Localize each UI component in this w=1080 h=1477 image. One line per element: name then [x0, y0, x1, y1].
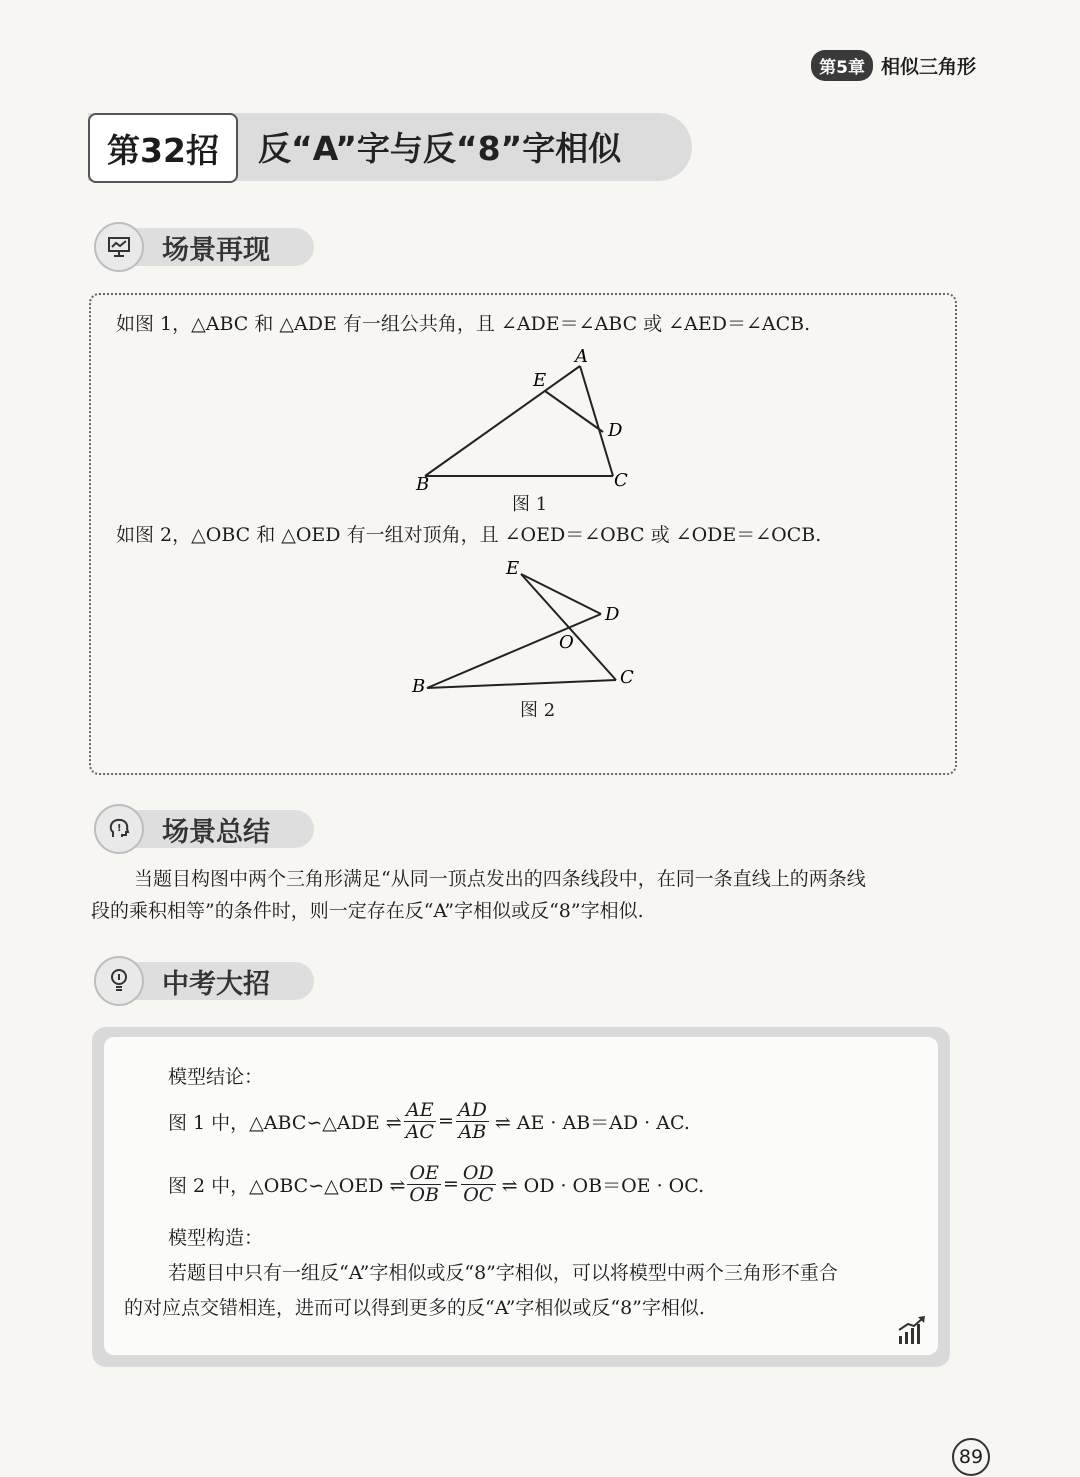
- chapter-title: 相似三角形: [880, 56, 976, 78]
- label-d: D: [608, 420, 623, 441]
- eq1-fraction-2: $\frac{AD}{AB}$: [457, 1099, 487, 1143]
- label-o: O: [559, 632, 574, 653]
- segment-ed: [521, 574, 601, 614]
- eq2-fraction-2: $\frac{OD}{OC}$: [462, 1162, 494, 1206]
- lesson-number: 第32招: [88, 113, 238, 183]
- section-tips-label: 中考大招: [162, 968, 270, 1000]
- head-idea-icon: [94, 804, 144, 854]
- segment-bd: [427, 614, 601, 688]
- tips-line-2: 的对应点交错相连，进而可以得到更多的反“A”字相似或反“8”字相似.: [124, 1297, 705, 1319]
- eq1-fraction-1: $\frac{AE}{AC}$: [405, 1099, 434, 1143]
- section-tips: [94, 956, 270, 1006]
- label-d: D: [605, 604, 620, 625]
- chapter-header: [811, 50, 976, 81]
- label-c: C: [614, 470, 628, 491]
- figure-1-caption: 图 1: [512, 494, 548, 515]
- label-e: E: [533, 370, 547, 391]
- segment-bc: [427, 680, 616, 688]
- section-summary-label: 场景总结: [162, 816, 270, 848]
- eq2-suffix: ⇌ OD · OB＝OE · OC.: [501, 1174, 705, 1197]
- chapter-badge: 第5章: [811, 50, 873, 81]
- figure-1: [405, 342, 645, 492]
- figure-2: [405, 552, 645, 692]
- equation-1: 图 1 中，△ABC∽△ADE ⇌ $\frac{AE}{AC}$ = $\frac{AD}{AB}$ ⇌ AE · AB＝AD · AC.: [168, 1099, 690, 1143]
- tips-line-1: 若题目中只有一组反“A”字相似或反“8”字相似，可以将模型中两个三角形不重合: [168, 1262, 838, 1284]
- tips-heading-1: 模型结论：: [168, 1066, 264, 1088]
- section-summary: [94, 804, 270, 854]
- label-b: B: [416, 474, 430, 492]
- page-number: 89: [952, 1438, 990, 1476]
- segment-ba: [425, 366, 580, 476]
- summary-line-2: 段的乘积相等”的条件时，则一定存在反“A”字相似或反“8”字相似.: [91, 900, 644, 922]
- summary-line-1: 当题目构图中两个三角形满足“从同一顶点发出的四条线段中，在同一条直线上的两条线: [134, 868, 866, 890]
- eq2-fraction-1: $\frac{OE}{OB}$: [409, 1162, 439, 1206]
- section-scene-label: 场景再现: [162, 234, 270, 266]
- svg-text:!: !: [117, 823, 122, 834]
- eq1-suffix: ⇌ AE · AB＝AD · AC.: [494, 1111, 690, 1134]
- growth-chart-icon: [896, 1314, 928, 1346]
- label-b: B: [412, 676, 426, 692]
- label-a: A: [575, 346, 588, 367]
- label-e: E: [506, 558, 520, 579]
- scene-line-2: 如图 2，△OBC 和 △OED 有一组对顶角，且 ∠OED＝∠OBC 或 ∠ODE＝∠OCB.: [116, 524, 822, 546]
- section-scene: [94, 222, 270, 272]
- scene-line-1: 如图 1，△ABC 和 △ADE 有一组公共角，且 ∠ADE＝∠ABC 或 ∠AED＝∠ACB.: [116, 313, 811, 335]
- eq1-prefix: 图 1 中，△ABC∽△ADE ⇌: [168, 1111, 402, 1134]
- eq2-prefix: 图 2 中，△OBC∽△OED ⇌: [168, 1174, 406, 1197]
- lightbulb-icon: [94, 956, 144, 1006]
- figure-2-caption: 图 2: [520, 700, 556, 721]
- equation-2: 图 2 中，△OBC∽△OED ⇌ $\frac{OE}{OB}$ = $\frac{OD}{OC}$ ⇌ OD · OB＝OE · OC.: [168, 1162, 705, 1206]
- chart-monitor-icon: [94, 222, 144, 272]
- tips-heading-2: 模型构造：: [168, 1227, 264, 1249]
- label-c: C: [620, 667, 634, 688]
- lesson-title: 反“A”字与反“8”字相似: [258, 129, 622, 168]
